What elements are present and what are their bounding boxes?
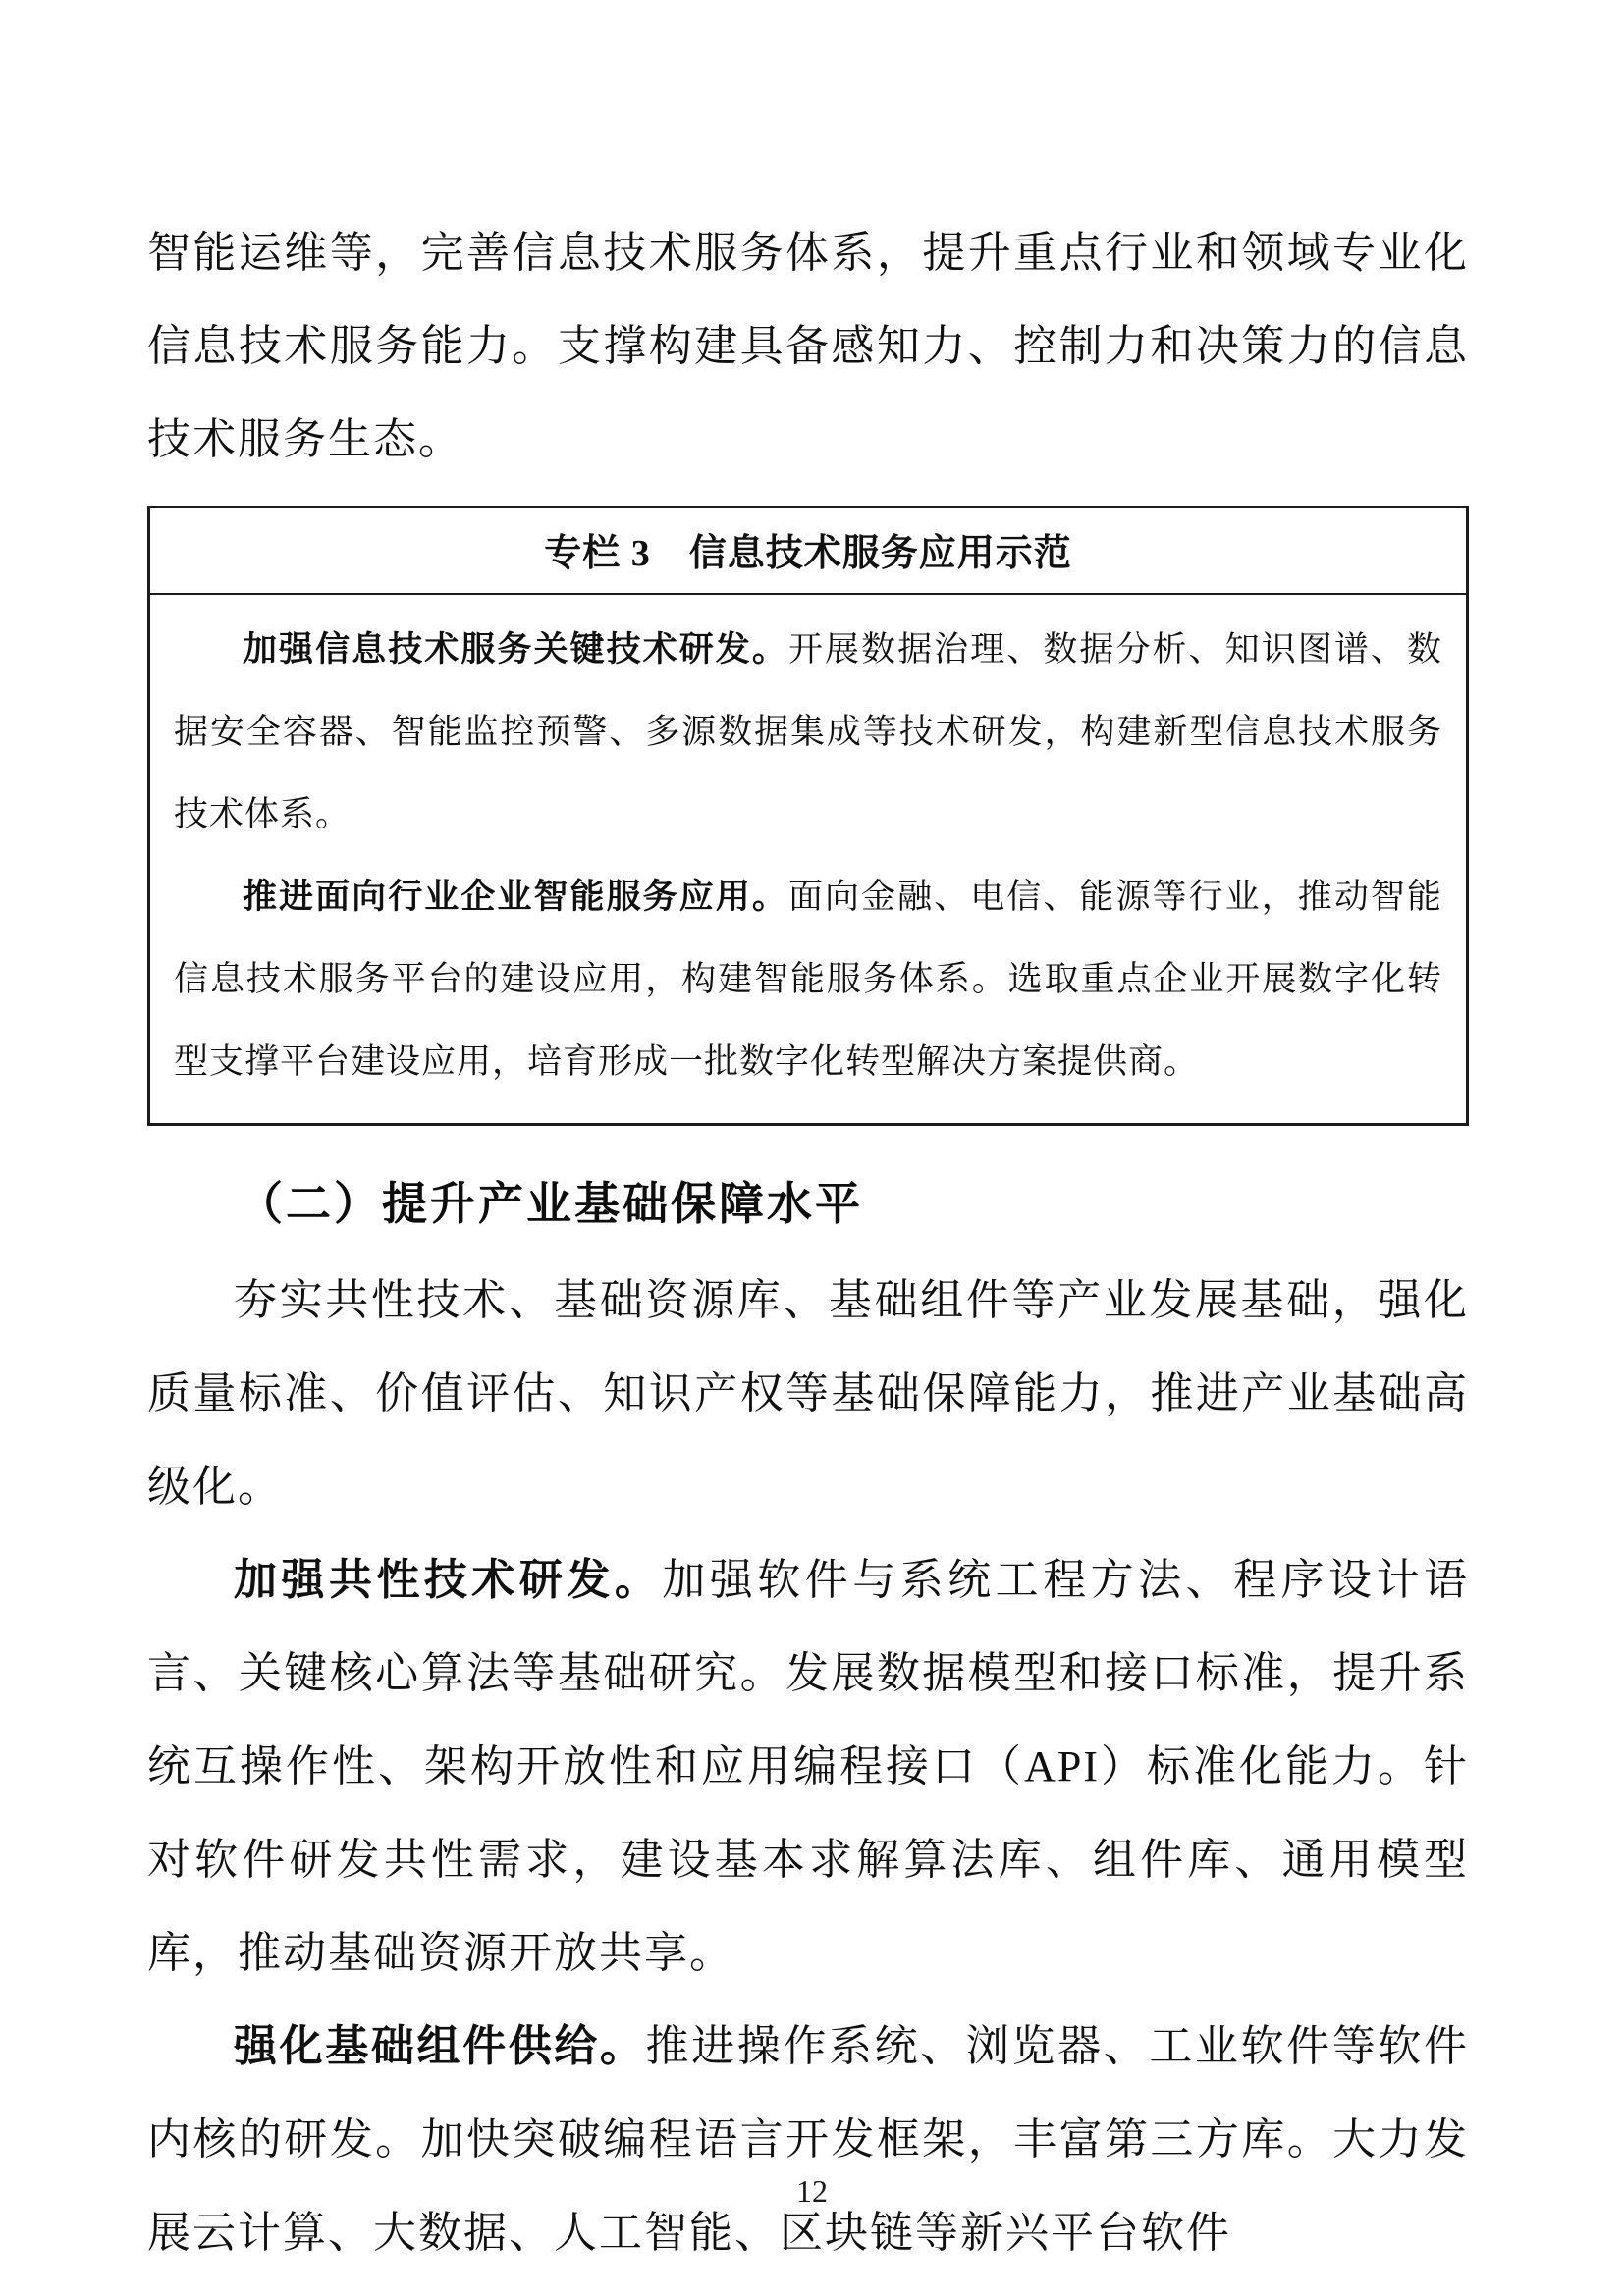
paragraph-text: 加强软件与系统工程方法、程序设计语言、关键核心算法等基础研究。发展数据模型和接口标准，提升系统互操作性、架构开放性和应用编程接口（API）标准化能力。针对软件研发共性需求，建设基本求解算法库、组件库、通用模型库，推动基础资源开放共享。	[147, 1556, 1470, 1977]
box-paragraph-text: 开展数据治理、数据分析、知识图谱、数据安全容器、智能监控预警、多源数据集成等技术研发，构建新型信息技术服务技术体系。	[174, 630, 1442, 833]
box-paragraph-text: 面向金融、电信、能源等行业，推动智能信息技术服务平台的建设应用，构建智能服务体系。选取重点企业开展数字化转型支撑平台建设应用，培育形成一批数字化转型解决方案提供商。	[174, 878, 1442, 1081]
feature-box	[147, 506, 1469, 1126]
paragraph-text: 夯实共性技术、基础资源库、基础组件等产业发展基础，强化质量标准、价值评估、知识产权等基础保障能力，推进产业基础高级化。	[147, 1276, 1469, 1511]
box-paragraph-lead: 加强信息技术服务关键技术研发。	[243, 630, 788, 668]
paragraph-text: 推进操作系统、浏览器、工业软件等软件内核的研发。加快突破编程语言开发框架，丰富第三方库。大力发展云计算、大数据、人工智能、区块链等新兴平台软件	[147, 2022, 1470, 2257]
feature-box-title: 专栏 3 信息技术服务应用示范	[150, 508, 1466, 595]
box-paragraph-lead: 推进面向行业企业智能服务应用。	[243, 878, 788, 916]
box-paragraph	[174, 609, 1442, 856]
paragraph-lead: 强化基础组件供给。	[234, 2022, 646, 2070]
body-paragraph	[147, 1254, 1469, 1533]
body-paragraph	[147, 1533, 1469, 2000]
body-paragraph	[147, 2000, 1469, 2279]
feature-box-body	[150, 595, 1466, 1123]
paragraph-lead: 加强共性技术研发。	[234, 1556, 663, 1604]
page-content	[147, 206, 1469, 2279]
section-heading: （二）提升产业基础保障水平	[238, 1179, 863, 1229]
box-paragraph	[174, 856, 1442, 1103]
intro-paragraph: 智能运维等，完善信息技术服务体系，提升重点行业和领域专业化信息技术服务能力。支撑构建具备感知力、控制力和决策力的信息技术服务生态。	[147, 229, 1469, 463]
page-number: 12	[796, 2173, 828, 2209]
